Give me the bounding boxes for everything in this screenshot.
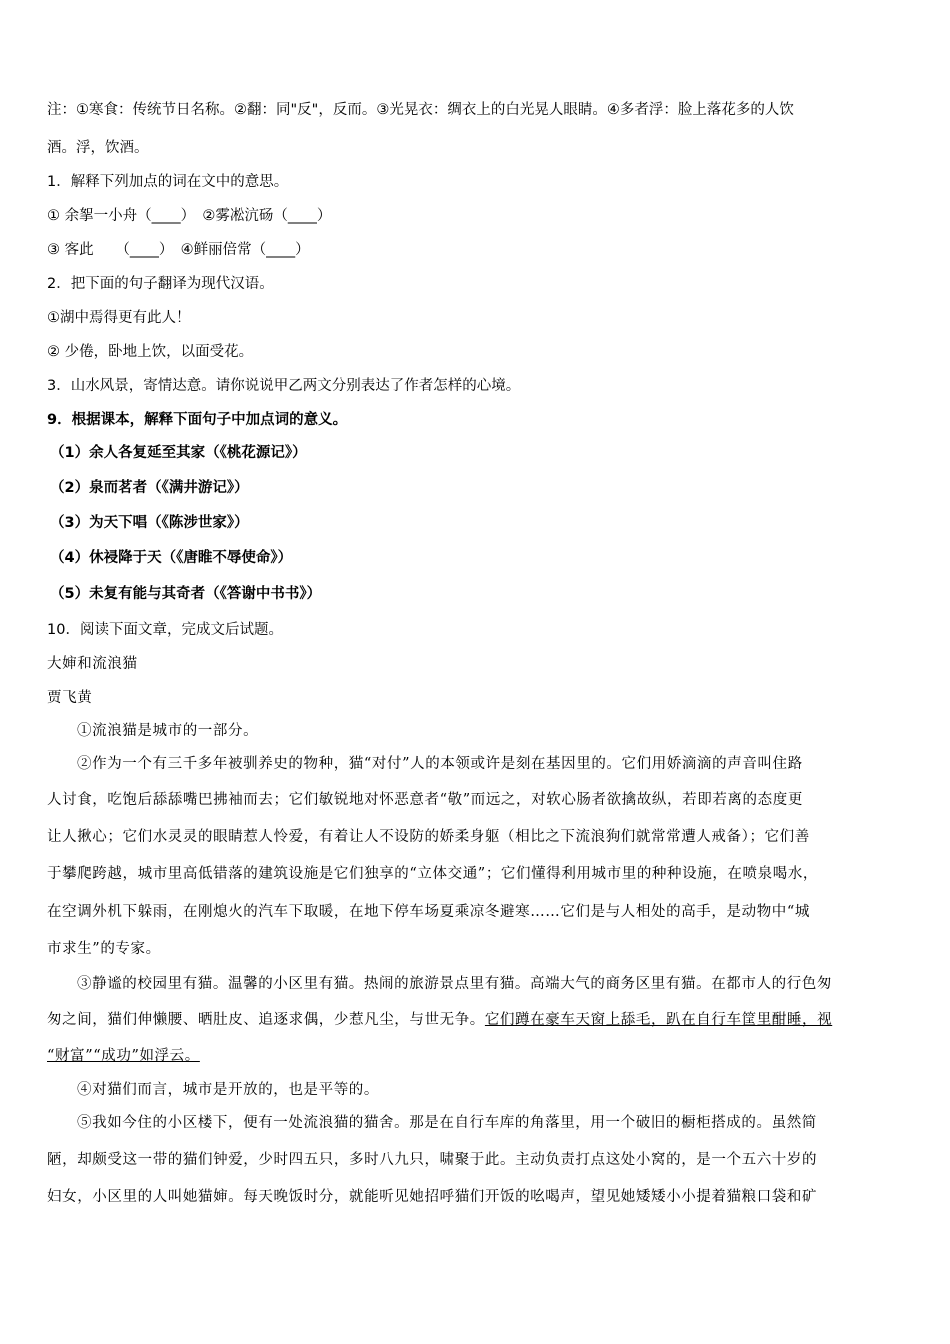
question-1-row-2: ③ 客此 （____） ④鲜丽倍常（____） (47, 242, 310, 258)
article-paragraph-2-line: 于攀爬跨越，城市里高低错落的建筑设施是它们独享的“立体交通”；它们懂得利用城市里的种种设施，在喷泉喝水， (47, 866, 819, 882)
question-9-item: （5）未复有能与其奇者（《答谢中书书》） (50, 586, 322, 602)
paragraph-3-plain-text: 匆之间，猫们伸懒腰、晒肚皮、追逐求偶，少惹凡尘，与世无争。 (47, 1012, 485, 1028)
article-title: 大婶和流浪猫 (47, 656, 138, 672)
article-paragraph-2-line: 在空调外机下躲雨，在刚熄火的汽车下取暖，在地下停车场夏乘凉冬避寒……它们是与人相处的高手，是动物中“城 (47, 904, 811, 920)
article-paragraph-4: ④对猫们而言，城市是开放的，也是平等的。 (77, 1082, 379, 1098)
article-paragraph-5-line: 陋，却颇受这一带的猫们钟爱，少时四五只，多时八九只，啸聚于此。主动负责打点这处小窝的，是一个五六十岁的 (47, 1152, 818, 1168)
article-paragraph-3-line (47, 1046, 907, 1066)
article-paragraph-2-line: 让人揪心；它们水灵灵的眼睛惹人怜爱，有着让人不设防的娇柔身躯（相比之下流浪狗们就常常遭人戒备）；它们善 (47, 829, 810, 845)
paragraph-3-underlined-text: 它们蹲在豪车天窗上舔毛，趴在自行车筐里酣睡，视 (484, 1012, 833, 1028)
question-10-prompt: 10．阅读下面文章，完成文后试题。 (47, 622, 283, 638)
notes-line-1: 注：①寒食：传统节日名称。②翻：同"反"，反而。③光晃衣：绸衣上的白光晃人眼睛。④多者浮：脸上落花多的人饮 (47, 102, 794, 118)
question-2-sentence-2: ② 少倦，卧地上饮，以面受花。 (47, 344, 254, 360)
paragraph-3-underlined-text: “财富”“成功”如浮云。 (47, 1048, 200, 1064)
question-2-prompt: 2．把下面的句子翻译为现代汉语。 (47, 276, 274, 292)
question-9-item: （2）泉而茗者（《满井游记》） (50, 480, 249, 496)
question-9-item: （1）余人各复延至其家（《桃花源记》） (50, 445, 307, 461)
article-paragraph-3-line: ③静谧的校园里有猫。温馨的小区里有猫。热闹的旅游景点里有猫。高端大气的商务区里有猫。在都市人的行色匆 (77, 976, 832, 992)
question-9-item: （3）为天下唱（《陈涉世家》） (50, 515, 249, 531)
question-1-prompt: 1．解释下列加点的词在文中的意思。 (47, 174, 289, 190)
article-paragraph-1: ①流浪猫是城市的一部分。 (77, 723, 259, 739)
article-paragraph-2-line: 人讨食，吃饱后舔舔嘴巴拂袖而去；它们敏锐地对怀恶意者“敬”而远之，对软心肠者欲擒故纵，若即若离的态度更 (47, 792, 803, 808)
article-paragraph-2-line: 市求生”的专家。 (47, 941, 161, 957)
question-2-sentence-1: ①湖中焉得更有此人！ (47, 310, 191, 326)
question-1-row-1: ① 余挐一小舟（____） ②雾凇沆砀（____） (47, 208, 332, 224)
article-paragraph-3-line (47, 1010, 907, 1030)
question-3-prompt: 3．山水风景，寄情达意。请你说说甲乙两文分别表达了作者怎样的心境。 (47, 378, 521, 394)
article-paragraph-5-line: 妇女，小区里的人叫她猫婶。每天晚饭时分，就能听见她招呼猫们开饭的吆喝声，望见她矮矮小小提着猫粮口袋和矿 (47, 1189, 818, 1205)
question-9-prompt: 9．根据课本，解释下面句子中加点词的意义。 (47, 412, 348, 428)
notes-line-2: 酒。浮，饮酒。 (47, 140, 149, 156)
article-paragraph-2-line: ②作为一个有三千多年被驯养史的物种，猫“对付”人的本领或许是刻在基因里的。它们用娇滴滴的声音叫住路 (77, 756, 803, 772)
question-9-item: （4）休祲降于天（《唐睢不辱使命》） (50, 550, 293, 566)
article-author: 贾飞黄 (47, 690, 93, 706)
article-paragraph-5-line: ⑤我如今住的小区楼下，便有一处流浪猫的猫舍。那是在自行车库的角落里，用一个破旧的橱柜搭成的。虽然简 (77, 1115, 817, 1131)
